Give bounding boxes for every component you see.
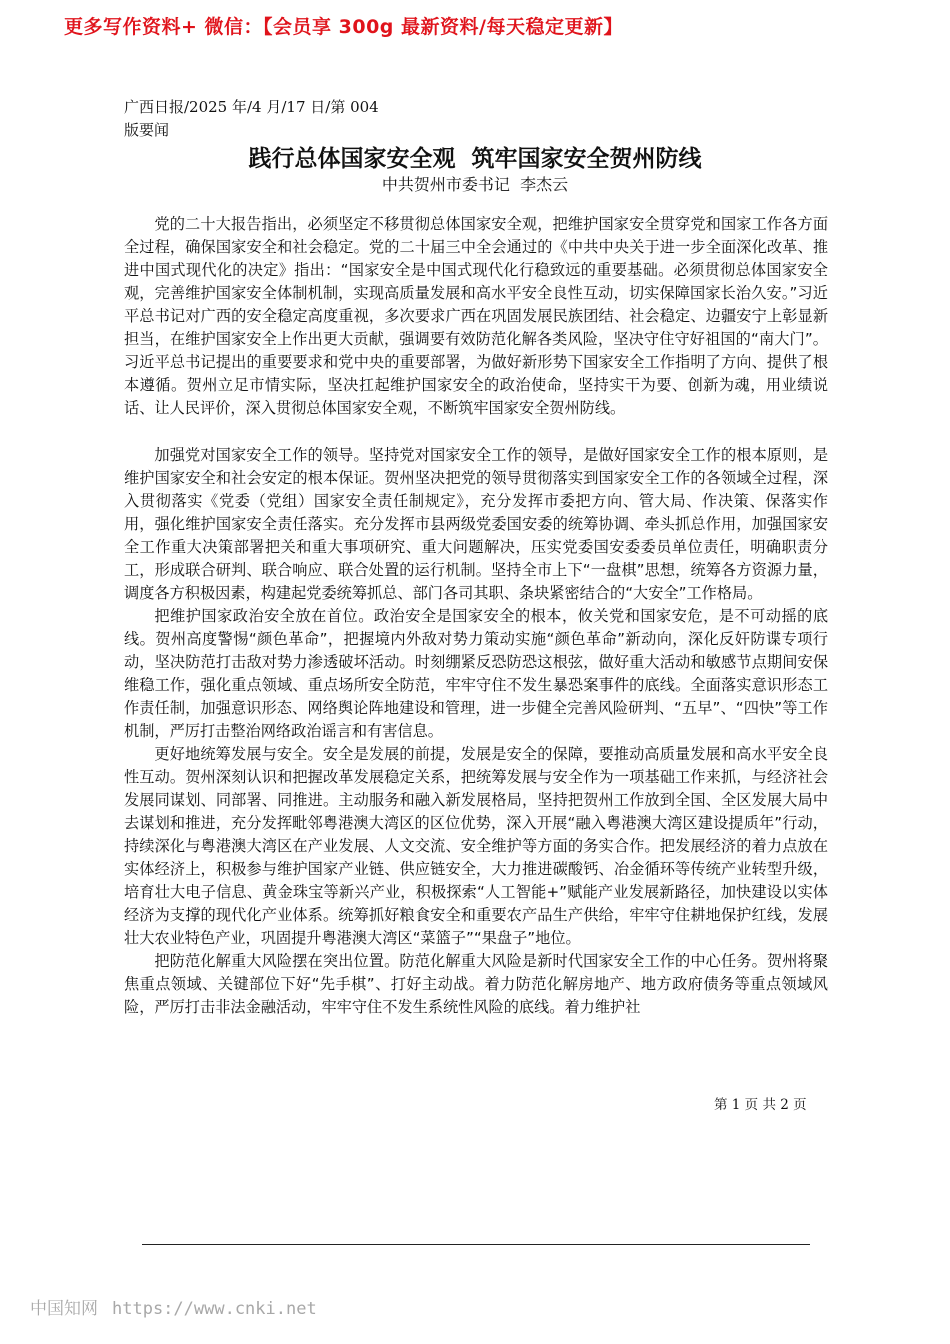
paragraph-political-security: 把维护国家政治安全放在首位。政治安全是国家安全的根本，攸关党和国家安危，是不可动摇的底线。贺州高度警惕“颜色革命”，把握境内外敌对势力策动实施“颜色革命”新动向，深化反奸防谍专项行动，坚决防范打击敌对势力渗透破坏活动。时刻绷紧反恐防恐这根弦，做好重大活动和敏感节点期间安保维稳工作，强化重点领域、重点场所安全防范，牢牢守住不发生暴恐案事件的底线。全面落实意识形态工作责任制，加强意识形态、网络舆论阵地建设和管理，进一步健全完善风险研判、“五早”、“四快”等工作机制，严厉打击整治网络政治谣言和有害信息。	[124, 607, 828, 740]
paragraph-development-security: 更好地统筹发展与安全。安全是发展的前提，发展是安全的保障，要推动高质量发展和高水平安全良性互动。贺州深刻认识和把握改革发展稳定关系，把统筹发展与安全作为一项基础工作来抓，与经济社会发展同谋划、同部署、同推进。主动服务和融入新发展格局，坚持把贺州工作放到全国、全区发展大局中去谋划和推进，充分发挥毗邻粤港澳大湾区的区位优势，深入开展“融入粤港澳大湾区建设提质年”行动，持续深化与粤港澳大湾区在产业发展、人文交流、安全维护等方面的务实合作。把发展经济的着力点放在实体经济上，积极参与维护国家产业链、供应链安全，大力推进碳酸钙、冶金循环等传统产业转型升级，培育壮大电子信息、黄金珠宝等新兴产业，积极探索“人工智能+”赋能产业发展新路径，加快建设以实体经济为支撑的现代化产业体系。统筹抓好粮食安全和重要农产品生产供给，牢牢守住耕地保护红线，发展壮大农业特色产业，巩固提升粤港澳大湾区“菜篮子”“果盘子”地位。	[124, 745, 828, 947]
article-meta	[124, 96, 379, 142]
article-body	[124, 213, 828, 1019]
paragraph-risk-prevention: 把防范化解重大风险摆在突出位置。防范化解重大风险是新时代国家安全工作的中心任务。贺州将聚焦重点领域、关键部位下好“先手棋”、打好主动战。着力防范化解房地产、地方政府债务等重点领域风险，严厉打击非法金融活动，牢牢守住不发生系统性风险的底线。着力维护社	[124, 952, 828, 1016]
paragraph-intro: 党的二十大报告指出，必须坚定不移贯彻总体国家安全观，把维护国家安全贯穿党和国家工作各方面全过程，确保国家安全和社会稳定。党的二十届三中全会通过的《中共中央关于进一步全面深化改革、推进中国式现代化的决定》指出：“国家安全是中国式现代化行稳致远的重要基础。必须贯彻总体国家安全观，完善维护国家安全体制机制，实现高质量发展和高水平安全良性互动，切实保障国家长治久安。”习近平总书记对广西的安全稳定高度重视，多次要求广西在巩固发展民族团结、社会稳定、边疆安宁上彰显新担当，在维护国家安全上作出更大贡献，强调要有效防范化解各类风险，坚决守住守好祖国的“南大门”。习近平总书记提出的重要要求和党中央的重要部署，为做好新形势下国家安全工作指明了方向、提供了根本遵循。贺州立足市情实际，坚决扛起维护国家安全的政治使命，坚持实干为要、创新为魂，用业绩说话、让人民评价，深入贯彻总体国家安全观，不断筑牢国家安全贺州防线。	[124, 215, 828, 417]
page-number: 第 1 页 共 2 页	[714, 1097, 807, 1113]
promo-banner: 更多写作资料+ 微信：【会员享 300g 最新资料/每天稳定更新】	[64, 16, 623, 38]
cnki-watermark	[30, 1294, 317, 1319]
source-line: 广西日报/2025 年/4 月/17 日/第 004	[124, 98, 379, 116]
section-line: 版要闻	[124, 121, 170, 139]
article-byline: 中共贺州市委书记 李杰云	[381, 175, 569, 194]
article-title: 践行总体国家安全观 筑牢国家安全贺州防线	[248, 146, 702, 172]
watermark-url: https://www.cnki.net	[112, 1299, 317, 1319]
paragraph-party-leadership: 加强党对国家安全工作的领导。坚持党对国家安全工作的领导，是做好国家安全工作的根本原则，是维护国家安全和社会安定的根本保证。贺州坚决把党的领导贯彻落实到国家安全工作的各领域全过程，深入贯彻落实《党委（党组）国家安全责任制规定》，充分发挥市委把方向、管大局、作决策、保落实作用，强化维护国家安全责任落实。充分发挥市县两级党委国安委的统筹协调、牵头抓总作用，加强国家安全工作重大决策部署把关和重大事项研究、重大问题解决，压实党委国安委委员单位责任，明确职责分工，形成联合研判、联合响应、联合处置的运行机制。坚持全市上下“一盘棋”思想，统筹各方资源力量，调度各方积极因素，构建起党委统筹抓总、部门各司其职、条块紧密结合的“大安全”工作格局。	[124, 446, 828, 602]
watermark-site-name: 中国知网	[30, 1299, 98, 1319]
footer-divider	[142, 1244, 810, 1245]
